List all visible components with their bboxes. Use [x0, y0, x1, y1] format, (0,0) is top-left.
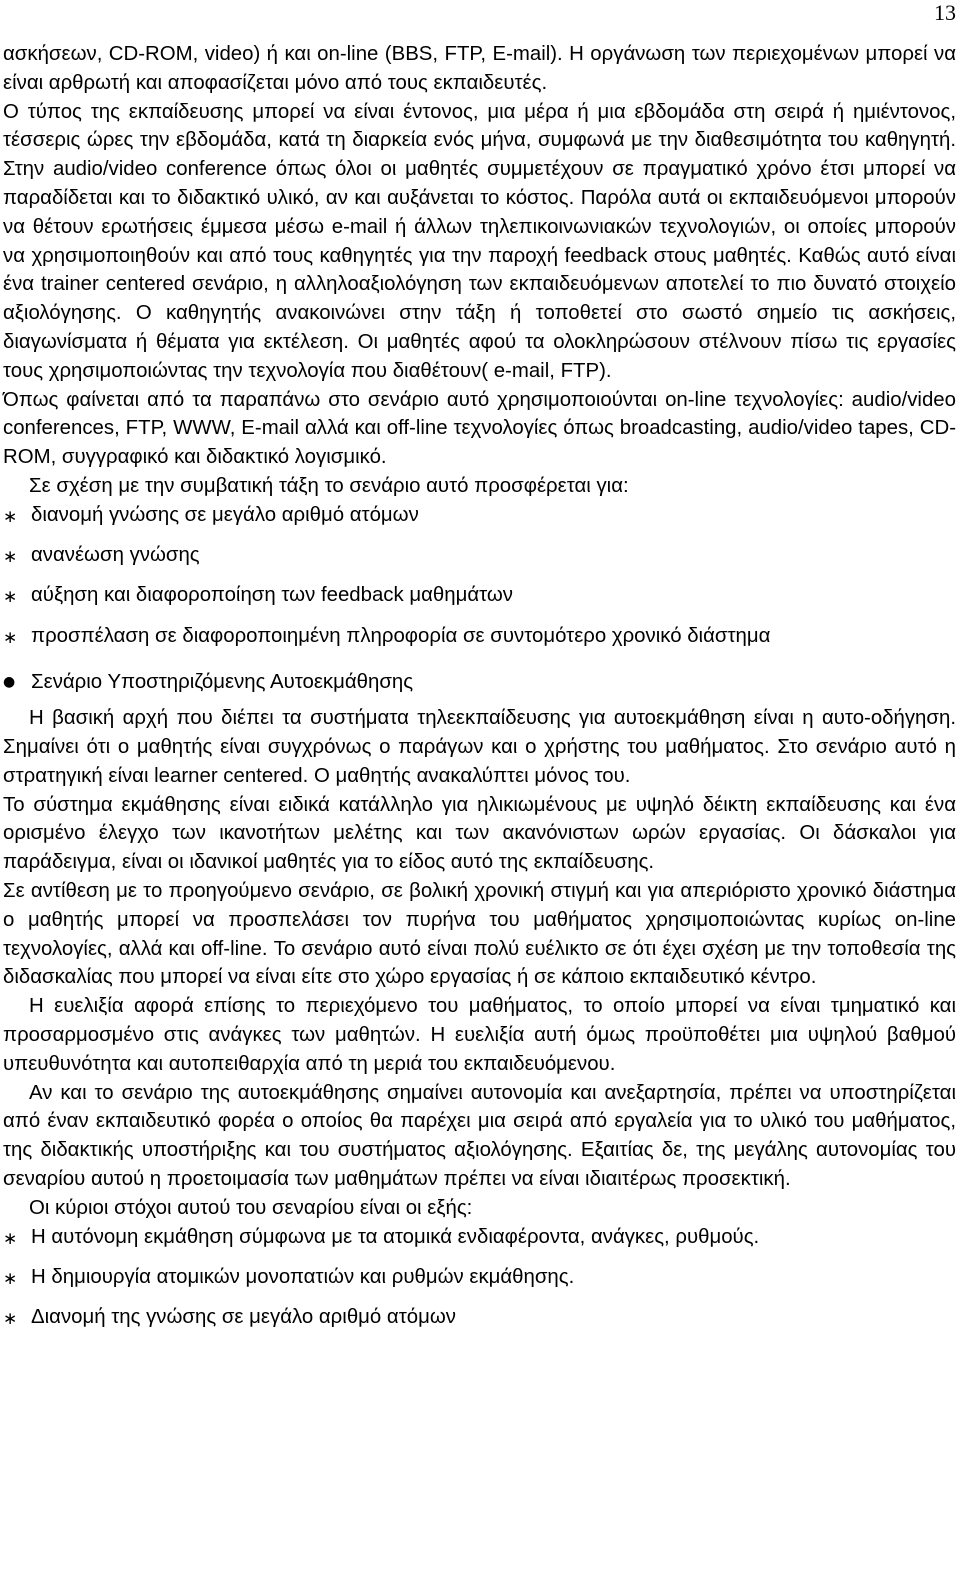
- paragraph: Όπως φαίνεται από τα παραπάνω στο σενάριο αυτό χρησιμοποιούνται on-line τεχνολογίες: audio/video conferences, FTP, WWW, E-mail αλλά και off-line τεχνολογίες όπως broadcasting, audio/video tapes, CD-ROM, συγγραφικό και διδακτικό λογισμικό.: [3, 388, 956, 469]
- goals-list: [3, 1223, 956, 1332]
- asterisk-bullet-icon: ∗: [3, 627, 18, 648]
- page-number: 13: [934, 0, 956, 25]
- asterisk-bullet-icon: ∗: [3, 587, 18, 608]
- paragraph: Αν και το σενάριο της αυτοεκμάθησης σημαίνει αυτονομία και ανεξαρτησία, πρέπει να υποστηρίζεται από έναν εκπαιδευτικό φορέα ο οποίος θα παρέχει μια σειρά από εργαλεία για το υλικό του μαθήματος, της διδακτικής υποστήριξης και του συστήματος αξιολόγησης. Εξαιτίας δε, της μεγάλης αυτονομίας του σεναρίου αυτού η προετοιμασία των μαθημάτων πρέπει να είναι ιδιαιτέρως προσεκτική.: [3, 1081, 956, 1190]
- asterisk-bullet-icon: ∗: [3, 547, 18, 568]
- list-item: ∗ Διανομή της γνώσης σε μεγάλο αριθμό ατόμων: [3, 1303, 956, 1332]
- list-item: ∗ προσπέλαση σε διαφοροποιημένη πληροφορία σε συντομότερο χρονικό διάστημα: [3, 622, 956, 651]
- paragraph: ασκήσεων, CD-ROM, video) ή και on-line (BBS, FTP, E-mail). Η οργάνωση των περιεχομένων μπορεί να είναι αρθρωτή και αποφασίζεται μόνο από τους εκπαιδευτές.: [3, 43, 956, 94]
- offers-intro: Σε σχέση με την συμβατική τάξη το σενάριο αυτό προσφέρεται για:: [29, 474, 629, 497]
- document-body: [3, 40, 956, 1343]
- goals-intro: Οι κύριοι στόχοι αυτού του σεναρίου είναι οι εξής:: [29, 1196, 473, 1219]
- paragraph: Το σύστημα εκμάθησης είναι ειδικά κατάλληλο για ηλικιωμένους με υψηλό δέικτη εκπαίδευσης και ένα ορισμένο έλεγχο των ικανοτήτων μελέτης και των ακανόνιστων ωρών εργασίας. Οι δάσκαλοι για παράδειγμα, είναι οι ιδανικοί μαθητές για το είδος αυτό της εκπαίδευσης.: [3, 793, 956, 874]
- paragraph: Η βασική αρχή που διέπει τα συστήματα τηλεεκπαίδευσης για αυτοεκμάθηση είναι η αυτο-οδήγηση. Σημαίνει ότι ο μαθητής είναι συγχρόνως ο παράγων και ο χρήστης του μαθήματος. Στο σενάριο αυτό η στρατηγική είναι learner centered. Ο μαθητής ανακαλύπτει μόνος του.: [3, 707, 956, 787]
- paragraph: Σε αντίθεση με το προηγούμενο σενάριο, σε βολική χρονική στιγμή και για απεριόριστο χρονικό διάστημα ο μαθητής μπορεί να προσπελάσει τον πυρήνα του μαθήματος χρησιμοποιώντας κυρίως on-line τεχνολογίες, αλλά και off-line. Το σενάριο αυτό είναι πολύ ευέλικτο σε ότι έχει σχέση με την τοποθεσία της διδασκαλίας που μπορεί να είναι είτε στο χώρο εργασίας ή σε κάποιο εκπαιδευτικό κέντρο.: [3, 880, 956, 989]
- list-item: ∗ διανομή γνώσης σε μεγάλο αριθμό ατόμων: [3, 501, 956, 530]
- asterisk-bullet-icon: ∗: [3, 506, 18, 527]
- list-item: ∗ ανανέωση γνώσης: [3, 541, 956, 570]
- paragraph: Η ευελιξία αφορά επίσης το περιεχόμενο του μαθήματος, το οποίο μπορεί να είναι τμηματικό και προσαρμοσμένο στις ανάγκες των μαθητών. Η ευελιξία αυτή όμως προϋποθέτει μια υψηλού βαθμού υπευθυνότητα και αυτοπειθαρχία από τη μεριά του εκπαιδευόμενου.: [3, 995, 956, 1075]
- list-item: ∗ αύξηση και διαφοροποίηση των feedback μαθημάτων: [3, 581, 956, 610]
- section-heading: ● Σενάριο Υποστηριζόμενης Αυτοεκμάθησης: [3, 668, 956, 697]
- offers-list: [3, 501, 956, 651]
- list-item: ∗ Η δημιουργία ατομικών μονοπατιών και ρυθμών εκμάθησης.: [3, 1263, 956, 1292]
- asterisk-bullet-icon: ∗: [3, 1309, 18, 1330]
- asterisk-bullet-icon: ∗: [3, 1228, 18, 1249]
- list-item: ∗ Η αυτόνομη εκμάθηση σύμφωνα με τα ατομικά ενδιαφέροντα, ανάγκες, ρυθμούς.: [3, 1223, 956, 1252]
- dot-bullet-icon: ●: [3, 674, 16, 691]
- paragraph: Ο τύπος της εκπαίδευσης μπορεί να είναι έντονος, μια μέρα ή μια εβδομάδα στη σειρά ή ημιέντονος, τέσσερις ώρες την εβδομάδα, κατά τη διαρκεία ενός μήνα, συμφωνά με την διαθεσιμότητα του καθηγητή. Στην audio/video conference όπως όλοι οι μαθητές συμμετέχουν σε πραγματικό χρόνο έτσι μπορεί να παραδίδεται και το διδακτικό υλικό, αν και αυξάνεται το κόστος. Παρόλα αυτά οι εκπαιδευόμενοι μπορούν να θέτουν ερωτήσεις έμμεσα μέσω e-mail ή άλλων τηλεπικοινωνιακών τεχνολογιών, οι οποίες μπορούν να χρησιμοποιηθούν και από τους καθηγητές για την παροχή feedback στους μαθητές. Καθώς αυτό είναι ένα trainer centered σενάριο, η αλληλοαξιολόγηση των εκπαιδευόμενων αποτελεί το πιο δυνατό στοιχείο αξιολόγησης. Ο καθηγητής ανακοινώνει στην τάξη ή τοποθετεί στο σωστό σημείο τις ασκήσεις, διαγωνίσματα ή θέματα για εκτέλεση. Οι μαθητές αφού τα ολοκληρώσουν στέλνουν πίσω τις εργασίες τους χρησιμοποιώντας την τεχνολογία που διαθέτουν( e-mail, FTP).: [3, 100, 956, 382]
- asterisk-bullet-icon: ∗: [3, 1268, 18, 1289]
